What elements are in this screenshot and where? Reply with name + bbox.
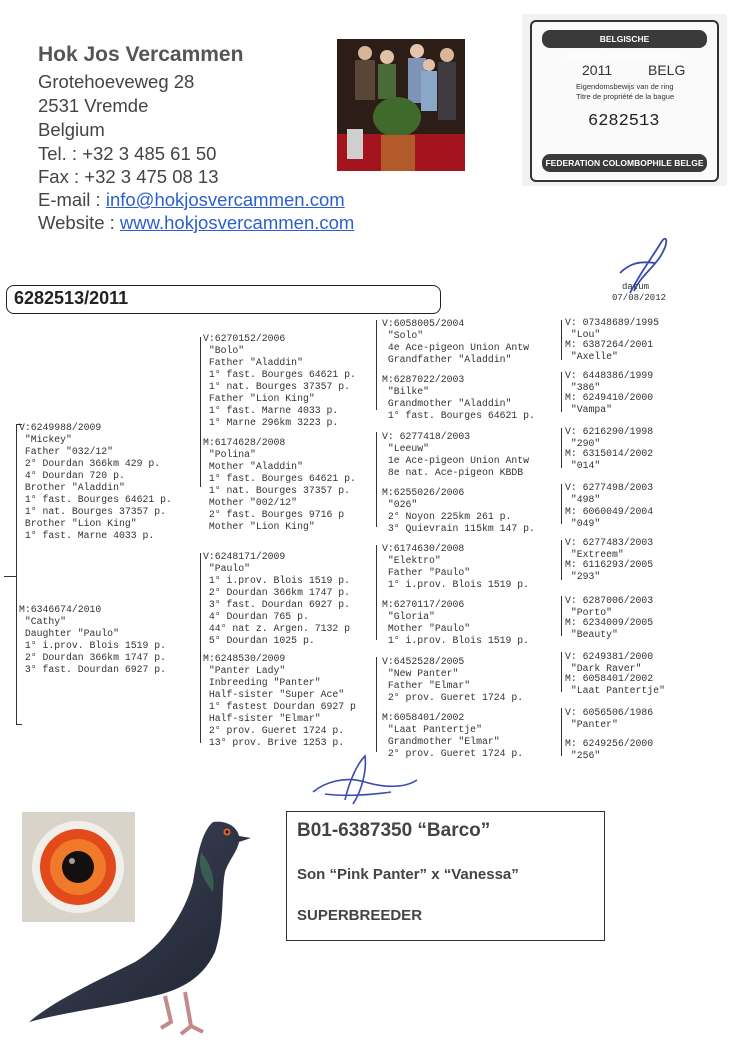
gen4-entry: M: 6315014/2002 "014" [565, 448, 654, 471]
bracket-4 [561, 596, 562, 636]
bracket-3d [376, 657, 377, 752]
signature-bottom [305, 752, 425, 812]
telephone: Tel. : +32 3 485 61 50 [38, 143, 217, 164]
street: Grotehoeveweg 28 [38, 71, 195, 92]
gen3-entry: V: 6277418/2003 "Leeuw" 1e Ace-pigeon Union Antw 8e nat. Ace-pigeon KBDB [382, 431, 529, 478]
bracket-4 [561, 320, 562, 360]
certificate-line2: Titre de propriété de la bague [576, 92, 675, 101]
gen4-entry: V: 07348689/1995 "Lou" [565, 317, 660, 340]
fax: Fax : +32 3 475 08 13 [38, 166, 219, 187]
grandsire-paternal: V:6270152/2006 "Bolo" Father "Aladdin" 1° fast. Bourges 64621 p. 1° nat. Bourges 37357 p. Father "Lion King" 1° fast. Marne 4033 p. 1° Marne 296km 3223 p. [203, 333, 356, 428]
gen4-entry: M: 6249256/2000 "256" [565, 738, 654, 761]
certificate-number: 6282513 [588, 112, 660, 131]
gen4-entry: V: 6056506/1986 "Panter" [565, 707, 654, 730]
bracket-4 [561, 652, 562, 692]
tick [16, 724, 22, 725]
bracket-4 [561, 540, 562, 580]
date-label: datum [622, 282, 650, 292]
bracket-4 [561, 372, 562, 412]
gen4-entry: V: 6277498/2003 "498" [565, 482, 654, 505]
gen3-entry: V:6174630/2008 "Elektro" Father "Paulo" 1° i.prov. Blois 1519 p. [382, 543, 529, 590]
certificate-year: 2011 [582, 62, 613, 78]
city: 2531 Vremde [38, 95, 149, 116]
team-photo [337, 39, 465, 171]
bracket-sire [200, 337, 201, 487]
gen4-entry: V: 6249381/2000 "Dark Raver" [565, 651, 654, 674]
gen3-entry: M:6287022/2003 "Bilke" Grandmother "Aladdin" 1° fast. Bourges 64621 p. [382, 374, 535, 421]
gen3-entry: V:6452528/2005 "New Panter" Father "Elmar" 2° prov. Gueret 1724 p. [382, 656, 524, 703]
bird-parents: Son “Pink Panter” x “Vanessa” [297, 866, 519, 883]
certificate-country: BELG [648, 62, 686, 78]
gen4-entry: V: 6287006/2003 "Porto" [565, 595, 654, 618]
main-connector [4, 576, 16, 577]
gen4-entry: M: 6116293/2005 "293" [565, 559, 654, 582]
email-link[interactable]: info@hokjosvercammen.com [105, 189, 345, 210]
date-value: 07/08/2012 [612, 293, 667, 303]
gen4-entry: M: 6060049/2004 "049" [565, 506, 654, 529]
gen4-entry: V: 6216290/1998 "290" [565, 426, 654, 449]
bracket-3a [376, 320, 377, 410]
sire-entry: V:6249988/2009 "Mickey" Father "032/12" 2° Dourdan 366km 429 p. 4° Dourdan 720 p. Brother "Aladdin" 1° fast. Bourges 64621 p. 1° nat. Bourges 37357 p. Brother "Lion King" 1° fast. Marne 4033 p. [19, 422, 172, 541]
bird-note: SUPERBREEDER [297, 907, 423, 924]
website-label: Website : [38, 212, 120, 233]
loft-name: Hok Jos Vercammen [38, 43, 244, 66]
gen3-entry: M:6270117/2006 "Gloria" Mother "Paulo" 1° i.prov. Blois 1519 p. [382, 599, 529, 646]
gen3-entry: V:6058005/2004 "Solo" 4e Ace-pigeon Union Antw Grandfather "Aladdin" [382, 318, 529, 365]
bracket-3c [376, 545, 377, 640]
gen4-entry: M: 6058401/2002 "Laat Pantertje" [565, 673, 665, 696]
gen3-entry: M:6255026/2006 "026" 2° Noyon 225km 261 p. 3° Quievrain 115km 147 p. [382, 487, 535, 534]
ring-certificate [522, 14, 727, 186]
grandsire-maternal: V:6248171/2009 "Paulo" 1° i.prov. Blois 1519 p. 2° Dourdan 366km 1747 p. 3° fast. Dourdan 6927 p. 4° Dourdan 765 p. 44° nat z. Argen. 7132 p 5° Dourdan 1025 p. [203, 551, 350, 646]
gen4-entry: M: 6234009/2005 "Beauty" [565, 617, 654, 640]
bracket-4 [561, 428, 562, 468]
bird-title: B01-6387350 “Barco” [297, 820, 491, 841]
gen4-entry: V: 6448386/1999 "386" [565, 370, 654, 393]
granddam-maternal: M:6248530/2009 "Panter Lady" Inbreeding "Panter" Half-sister "Super Ace" 1° fastest Dourdan 6927 p Half-sister "Elmar" 2° prov. Gueret 1724 p. 13° prov. Brive 1253 p. [203, 653, 356, 748]
certificate-line1: Eigendomsbewijs van de ring [576, 82, 674, 91]
gen4-entry: M: 6387264/2001 "Axelle" [565, 339, 654, 362]
certificate-top-band: BELGISCHE DUIVENLIEFHEBBERSBOND [542, 30, 707, 48]
bracket-4 [561, 484, 562, 524]
bracket-gen1 [16, 424, 17, 724]
gen3-entry: M:6058401/2002 "Laat Pantertje" Grandmother "Elmar" 2° prov. Gueret 1724 p. [382, 712, 524, 759]
pigeon-image [25, 812, 260, 1047]
website-line [38, 211, 354, 234]
bracket-3b [376, 432, 377, 527]
granddam-paternal: M:6174628/2008 "Polina" Mother "Aladdin" 1° fast. Bourges 64621 p. 1° nat. Bourges 37357 p. Mother "002/12" 2° fast. Bourges 9716 p Mother "Lion King" [203, 437, 356, 532]
gen4-entry: M: 6249410/2000 "Vampa" [565, 392, 654, 415]
dam-entry: M:6346674/2010 "Cathy" Daughter "Paulo" 1° i.prov. Blois 1519 p. 2° Dourdan 366km 1747 p. 3° fast. Dourdan 6927 p. [19, 604, 166, 675]
certificate-bottom-band: FEDERATION COLOMBOPHILE BELGE [542, 154, 707, 172]
email-label: E-mail : [38, 189, 106, 210]
ring-number: 6282513/2011 [14, 288, 129, 308]
gen4-entry: V: 6277483/2003 "Extreem" [565, 537, 654, 560]
website-link[interactable]: www.hokjosvercammen.com [119, 212, 355, 233]
country: Belgium [38, 119, 105, 140]
email-line [38, 188, 345, 211]
bracket-4 [561, 708, 562, 756]
bracket-dam [200, 553, 201, 743]
certificate-frame [530, 20, 719, 182]
